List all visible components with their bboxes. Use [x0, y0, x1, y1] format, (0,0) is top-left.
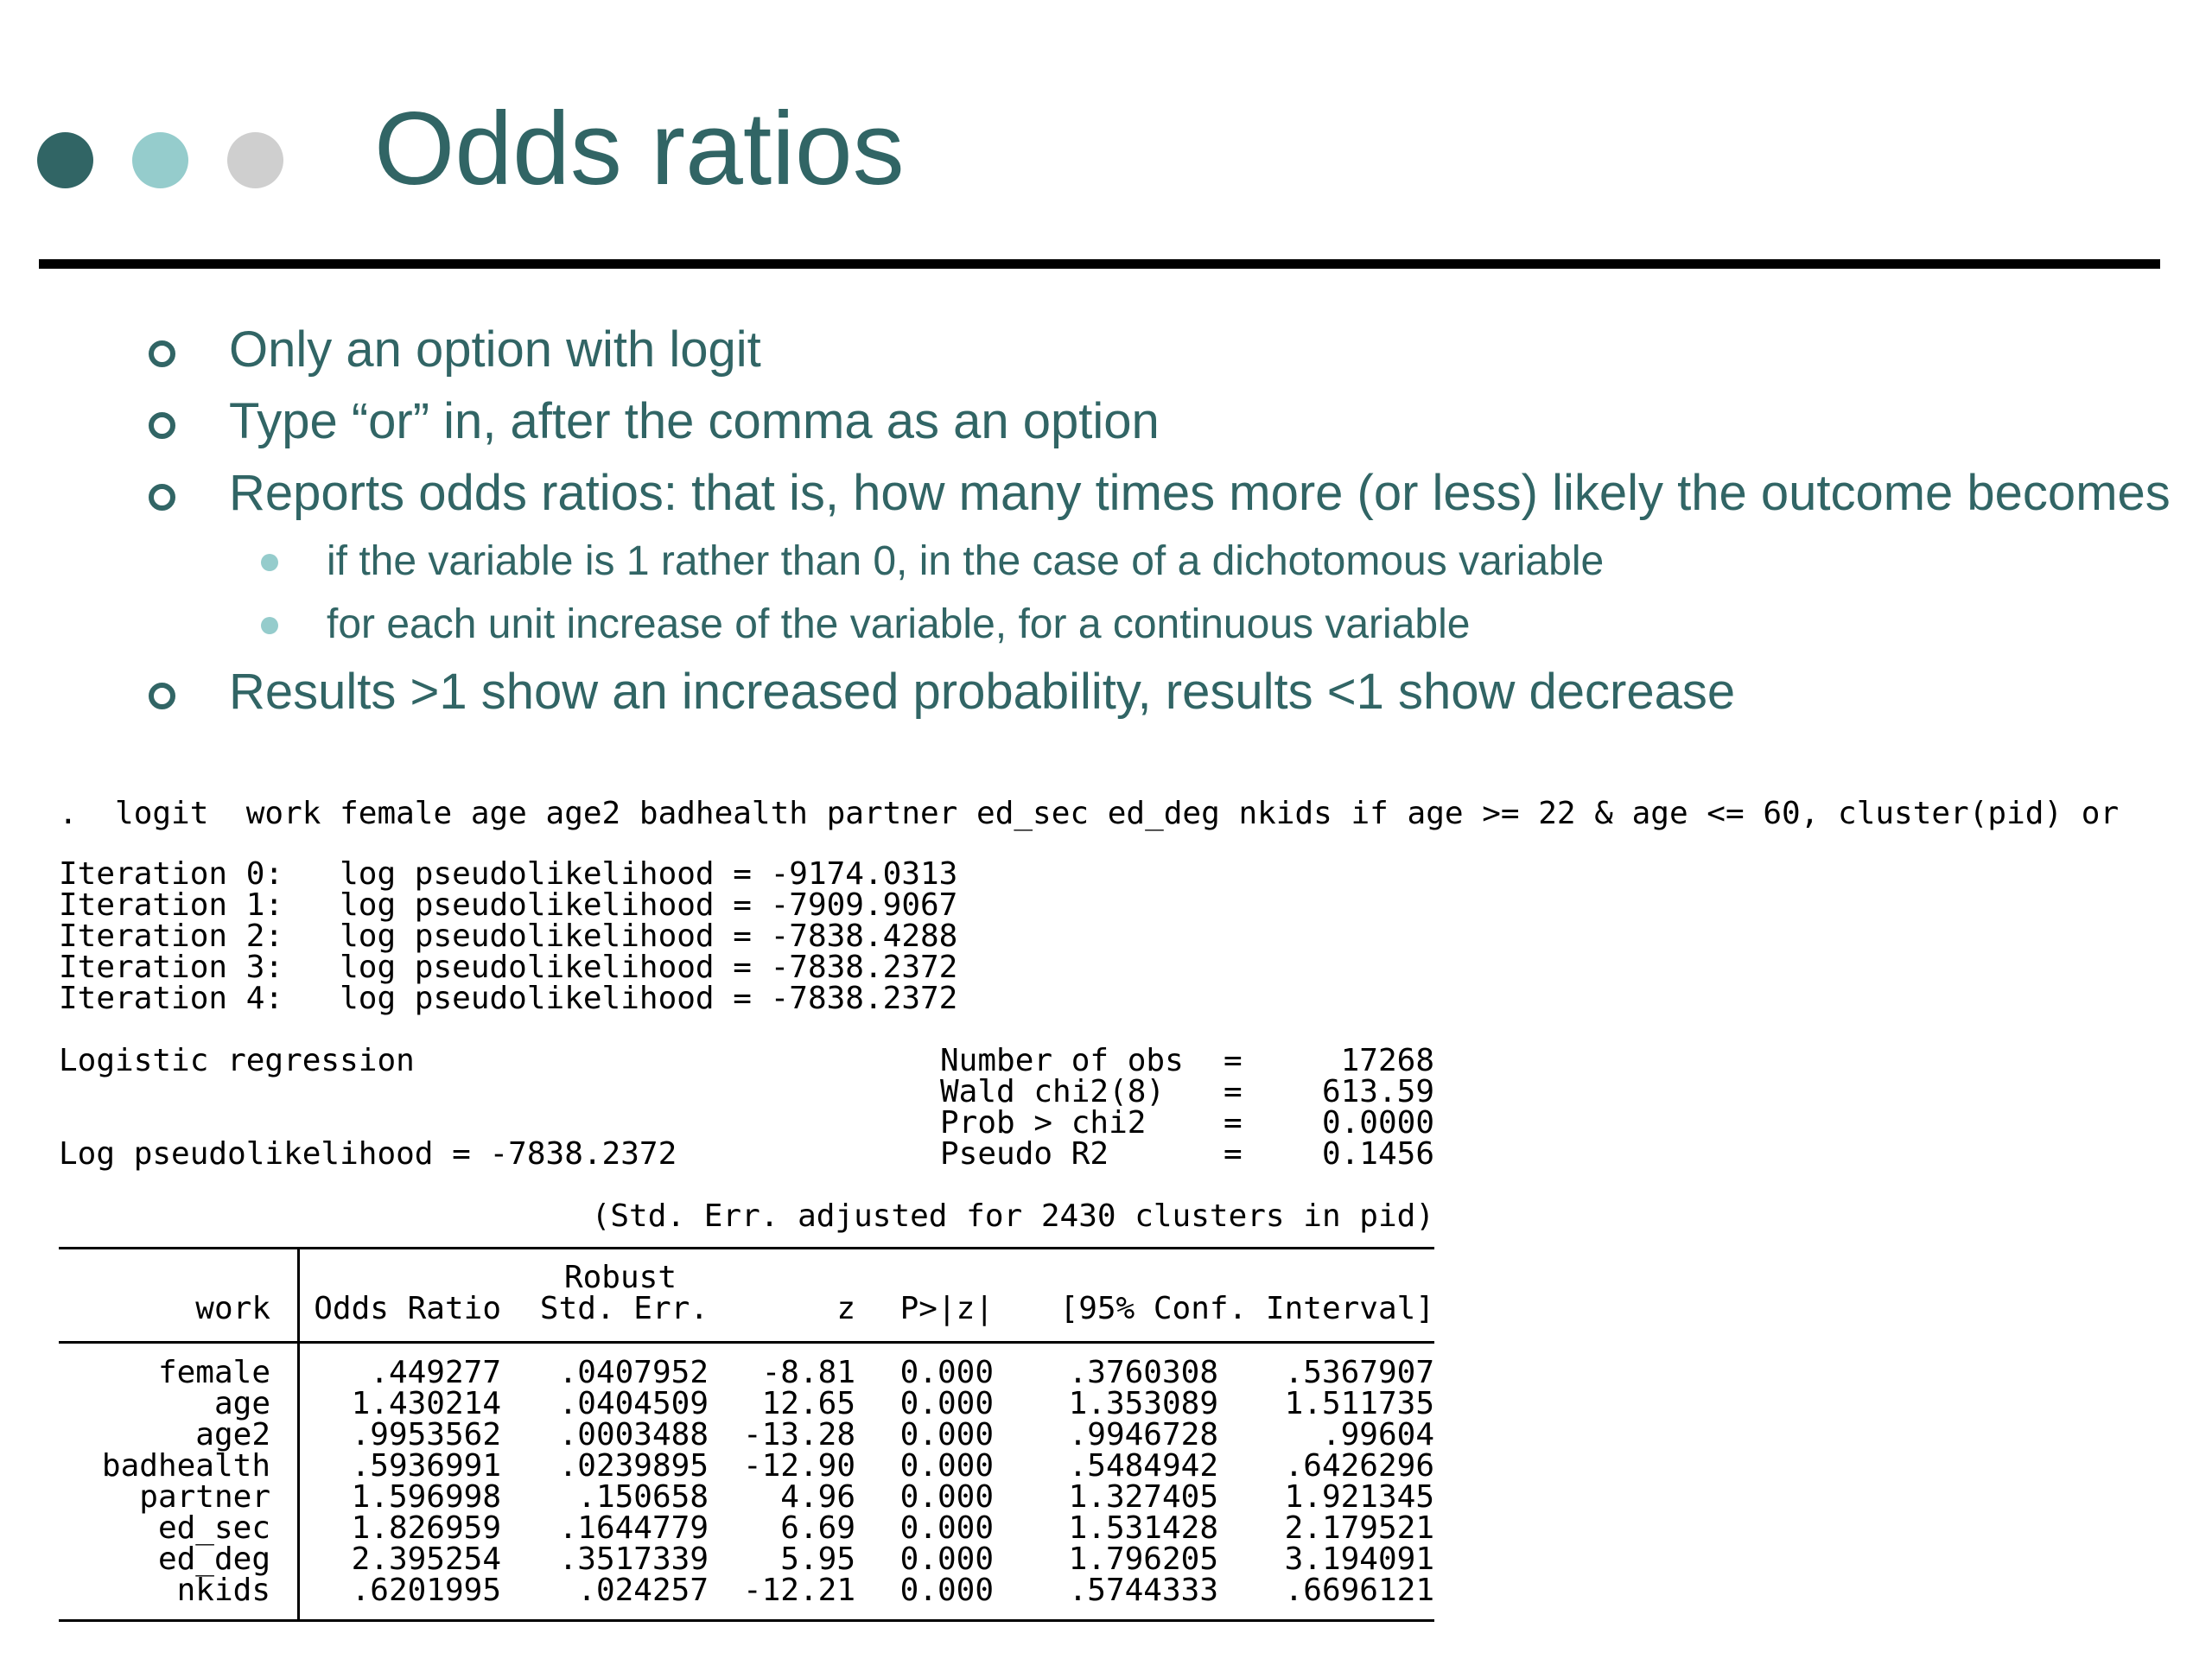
cell-ci-upper: 1.511735	[1284, 1386, 1434, 1421]
cell-ci-lower: 1.353089	[1068, 1386, 1218, 1421]
cell-p: 0.000	[899, 1355, 994, 1390]
cell-p: 0.000	[899, 1479, 994, 1515]
ring-bullet-icon	[149, 412, 175, 439]
cell-variable: ed_deg	[157, 1541, 270, 1577]
cell-std-err: .1644779	[558, 1510, 709, 1546]
stat-value: 0.0000	[1321, 1105, 1434, 1141]
cell-ci-upper: 3.194091	[1284, 1541, 1434, 1577]
header-robust: Robust	[563, 1260, 677, 1295]
cell-odds-ratio: .6201995	[351, 1573, 501, 1608]
cell-variable: badhealth	[101, 1448, 270, 1484]
cell-variable: age	[213, 1386, 270, 1421]
cell-std-err: .0404509	[558, 1386, 709, 1421]
iteration-line: Iteration 3: log pseudolikelihood = -7838.2372	[59, 950, 958, 985]
cell-variable: ed_sec	[157, 1510, 270, 1546]
cell-std-err: .0407952	[558, 1355, 709, 1390]
stat-label: Prob > chi2	[940, 1105, 1147, 1141]
sub-bullet-text: if the variable is 1 rather than 0, in the case of a dichotomous variable	[327, 538, 1605, 584]
header-p: P>|z|	[899, 1291, 994, 1326]
title-dot-grey	[227, 132, 283, 188]
cell-ci-upper: .6696121	[1284, 1573, 1434, 1608]
bullet-text: Only an option with logit	[229, 321, 761, 378]
cell-ci-lower: .3760308	[1068, 1355, 1218, 1390]
iteration-line: Iteration 4: log pseudolikelihood = -7838.2372	[59, 981, 958, 1016]
header-ci: [95% Conf. Interval]	[1059, 1291, 1434, 1326]
model-name: Logistic regression	[59, 1043, 415, 1078]
cell-odds-ratio: 1.430214	[351, 1386, 501, 1421]
page-title: Odds ratios	[374, 91, 905, 207]
table-bottom-rule	[59, 1619, 1434, 1622]
cell-p: 0.000	[899, 1541, 994, 1577]
table-column-divider	[297, 1248, 300, 1621]
iteration-line: Iteration 0: log pseudolikelihood = -9174.0313	[59, 856, 958, 892]
title-dot-light	[132, 132, 188, 188]
cell-std-err: .0003488	[558, 1417, 709, 1452]
cell-variable: female	[157, 1355, 270, 1390]
header-z: z	[836, 1291, 855, 1326]
bullet-text: Results >1 show an increased probability, results <1 show decrease	[229, 664, 1736, 720]
stat-eq: =	[1224, 1105, 1243, 1141]
cell-p: 0.000	[899, 1573, 994, 1608]
table-header-rule	[59, 1341, 1434, 1344]
cell-ci-lower: 1.531428	[1068, 1510, 1218, 1546]
cell-ci-upper: .99604	[1321, 1417, 1434, 1452]
cell-p: 0.000	[899, 1448, 994, 1484]
cell-z: 6.69	[780, 1510, 855, 1546]
cell-variable: nkids	[176, 1573, 270, 1608]
cluster-note: (Std. Err. adjusted for 2430 clusters in pid)	[591, 1198, 1434, 1234]
cell-z: -12.90	[742, 1448, 855, 1484]
cell-z: -12.21	[742, 1573, 855, 1608]
stat-label: Wald chi2(8)	[940, 1074, 1166, 1109]
cell-z: -8.81	[761, 1355, 855, 1390]
stat-eq: =	[1224, 1043, 1243, 1078]
header-odds-ratio: Odds Ratio	[314, 1291, 501, 1326]
cell-ci-lower: .5744333	[1068, 1573, 1218, 1608]
stat-value: 613.59	[1321, 1074, 1434, 1109]
cell-variable: partner	[139, 1479, 270, 1515]
cell-odds-ratio: .5936991	[351, 1448, 501, 1484]
cell-ci-lower: .5484942	[1068, 1448, 1218, 1484]
header-depvar: work	[195, 1291, 270, 1326]
cell-z: -13.28	[742, 1417, 855, 1452]
cell-variable: age2	[195, 1417, 270, 1452]
stat-eq: =	[1224, 1074, 1243, 1109]
sub-bullet-text: for each unit increase of the variable, for a continuous variable	[327, 601, 1471, 647]
ring-bullet-icon	[149, 340, 175, 367]
cell-ci-lower: 1.796205	[1068, 1541, 1218, 1577]
cell-z: 5.95	[780, 1541, 855, 1577]
stat-label: Number of obs	[940, 1043, 1184, 1078]
cell-odds-ratio: 2.395254	[351, 1541, 501, 1577]
stat-value: 17268	[1340, 1043, 1434, 1078]
cell-ci-lower: 1.327405	[1068, 1479, 1218, 1515]
table-top-rule	[59, 1247, 1434, 1249]
stat-value: 0.1456	[1321, 1136, 1434, 1172]
stata-command: . logit work female age age2 badhealth partner ed_sec ed_deg nkids if age >= 22 & age <= 60, cluster(pid) or	[59, 796, 2120, 831]
dot-bullet-icon	[261, 554, 278, 571]
iteration-line: Iteration 2: log pseudolikelihood = -7838.4288	[59, 918, 958, 954]
cell-ci-upper: .6426296	[1284, 1448, 1434, 1484]
bullet-text: Type “or” in, after the comma as an option	[229, 393, 1160, 449]
ring-bullet-icon	[149, 484, 175, 511]
cell-p: 0.000	[899, 1510, 994, 1546]
bullet-text: Reports odds ratios: that is, how many times more (or less) likely the outcome becomes	[229, 465, 2171, 521]
cell-z: 4.96	[780, 1479, 855, 1515]
cell-std-err: .150658	[577, 1479, 709, 1515]
cell-z: 12.65	[761, 1386, 855, 1421]
cell-ci-upper: 2.179521	[1284, 1510, 1434, 1546]
stat-eq: =	[1224, 1136, 1243, 1172]
cell-odds-ratio: 1.826959	[351, 1510, 501, 1546]
ring-bullet-icon	[149, 683, 175, 709]
cell-ci-lower: .9946728	[1068, 1417, 1218, 1452]
cell-p: 0.000	[899, 1417, 994, 1452]
cell-ci-upper: 1.921345	[1284, 1479, 1434, 1515]
cell-odds-ratio: 1.596998	[351, 1479, 501, 1515]
cell-odds-ratio: .9953562	[351, 1417, 501, 1452]
iteration-line: Iteration 1: log pseudolikelihood = -7909.9067	[59, 887, 958, 923]
cell-std-err: .0239895	[558, 1448, 709, 1484]
cell-odds-ratio: .449277	[370, 1355, 501, 1390]
cell-p: 0.000	[899, 1386, 994, 1421]
stat-label: Pseudo R2	[940, 1136, 1109, 1172]
header-std-err: Std. Err.	[539, 1291, 709, 1326]
dot-bullet-icon	[261, 617, 278, 634]
cell-ci-upper: .5367907	[1284, 1355, 1434, 1390]
title-divider	[39, 259, 2160, 269]
cell-std-err: .024257	[577, 1573, 709, 1608]
title-dot-dark	[37, 132, 93, 188]
log-likelihood: Log pseudolikelihood = -7838.2372	[59, 1136, 677, 1172]
cell-std-err: .3517339	[558, 1541, 709, 1577]
